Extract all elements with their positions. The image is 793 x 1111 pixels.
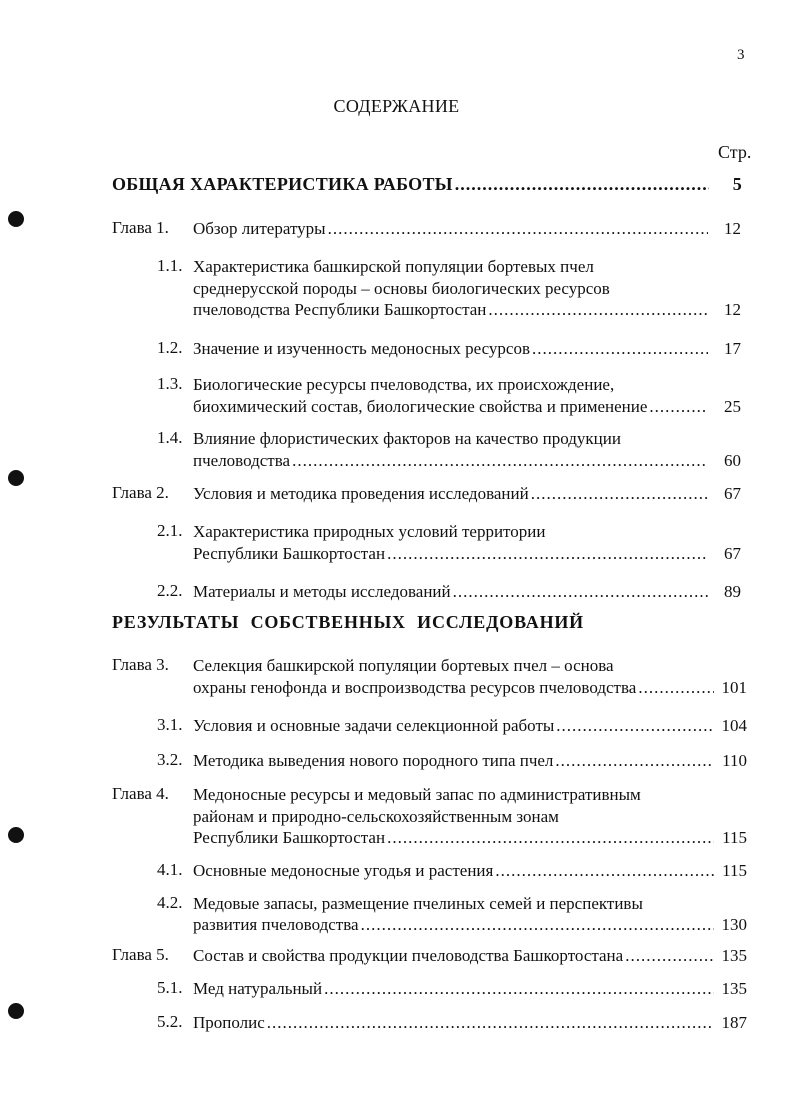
toc-page-number: 115 — [722, 861, 747, 880]
toc-entry-text: Республики Башкортостан — [193, 828, 386, 847]
toc-entry-text: ОБЩАЯ ХАРАКТЕРИСТИКА РАБОТЫ — [112, 174, 453, 194]
toc-page-number: 12 — [724, 300, 741, 319]
leader-dots — [455, 174, 709, 195]
page-column-label: Стр. — [718, 142, 752, 162]
toc-page-number: 67 — [724, 484, 741, 503]
toc-entry-text: Основные медоносные угодья и растения — [193, 861, 494, 880]
toc-page-number: 115 — [722, 828, 747, 847]
leader-dots — [324, 978, 714, 1000]
toc-entry — [193, 396, 741, 418]
toc-entry-text: Характеристика природных условий территории — [193, 522, 546, 541]
toc-section-label: 1.1. — [157, 256, 183, 275]
toc-entry — [193, 299, 741, 321]
leader-dots — [495, 860, 714, 882]
toc-page-number: 110 — [722, 751, 747, 770]
toc-entry — [193, 945, 747, 967]
toc-page-number: 60 — [724, 451, 741, 470]
toc-entry-text: Состав и свойства продукции пчеловодства Башкортостана — [193, 946, 624, 965]
leader-dots — [387, 543, 708, 565]
toc-page-number: 101 — [721, 678, 747, 697]
toc-entry-text: развития пчеловодства — [193, 915, 359, 934]
leader-dots — [532, 338, 708, 360]
toc-section-label: 4.2. — [157, 893, 183, 912]
toc-section-label: 5.1. — [157, 978, 183, 997]
toc-page-number: 5 — [732, 174, 742, 194]
toc-section-label: 2.1. — [157, 521, 183, 540]
leader-dots — [453, 581, 708, 603]
leader-dots — [361, 914, 714, 936]
page-title: СОДЕРЖАНИЕ — [333, 96, 460, 116]
toc-page-number: 67 — [724, 544, 741, 563]
toc-entry — [193, 978, 747, 1000]
toc-entry-text: Значение и изученность медоносных ресурсов — [193, 339, 530, 358]
toc-entry-text: Республики Башкортостан — [193, 544, 386, 563]
toc-entry-text: Влияние флористических факторов на качество продукции — [193, 429, 621, 448]
leader-dots — [328, 218, 708, 240]
toc-entry-text: Условия и методика проведения исследований — [193, 484, 529, 503]
toc-entry — [193, 827, 747, 849]
toc-entry — [193, 750, 747, 772]
toc-chapter-label: Глава 1. — [112, 218, 169, 237]
toc-entry-text: Медоносные ресурсы и медовый запас по административным — [193, 785, 641, 804]
toc-section-label: 3.1. — [157, 715, 183, 734]
toc-page-number: 89 — [724, 582, 741, 601]
toc-section-label: 3.2. — [157, 750, 183, 769]
toc-chapter-label: Глава 3. — [112, 655, 169, 674]
toc-entry-text: Условия и основные задачи селекционной работы — [193, 716, 555, 735]
leader-dots — [625, 945, 714, 967]
toc-entry — [193, 677, 747, 699]
toc-chapter-label: Глава 4. — [112, 784, 169, 803]
toc-entry-text: Прополис — [193, 1013, 265, 1032]
leader-dots — [555, 750, 714, 772]
toc-section-label: 2.2. — [157, 581, 183, 600]
toc-entry — [193, 860, 747, 882]
toc-page-number: 135 — [721, 979, 747, 998]
toc-entry — [193, 581, 741, 603]
toc-entry-text: среднерусской породы – основы биологических ресурсов — [193, 279, 610, 298]
leader-dots — [638, 677, 714, 699]
toc-section-label: 4.1. — [157, 860, 183, 879]
toc-entry-text: Материалы и методы исследований — [193, 582, 451, 601]
toc-entry-text: Характеристика башкирской популяции бортевых пчел — [193, 257, 594, 276]
toc-entry — [193, 450, 741, 472]
toc-entry — [193, 914, 747, 936]
toc-entry — [193, 543, 741, 565]
toc-entry-text: пчеловодства Республики Башкортостан — [193, 300, 487, 319]
toc-section-heading: РЕЗУЛЬТАТЫ СОБСТВЕННЫХ ИССЛЕДОВАНИЙ — [112, 612, 584, 632]
toc-entry-text: пчеловодства — [193, 451, 291, 470]
binder-hole — [8, 470, 24, 486]
toc-page-number: 104 — [721, 716, 747, 735]
toc-page-number: 187 — [721, 1013, 747, 1032]
leader-dots — [531, 483, 708, 505]
page-number: 3 — [737, 47, 745, 63]
leader-dots — [292, 450, 708, 472]
toc-page-number: 17 — [724, 339, 741, 358]
toc-entry-text: Биологические ресурсы пчеловодства, их происхождение, — [193, 375, 615, 394]
toc-entry-text: биохимический состав, биологические свойства и применение — [193, 397, 648, 416]
toc-entry-text: Мед натуральный — [193, 979, 323, 998]
toc-entry-text: охраны генофонда и воспроизводства ресурсов пчеловодства — [193, 678, 637, 697]
toc-section-label: 1.2. — [157, 338, 183, 357]
toc-page-number: 25 — [724, 397, 741, 416]
toc-entry-text: районам и природно-сельскохозяйственным зонам — [193, 807, 559, 826]
leader-dots — [556, 715, 714, 737]
toc-entry — [193, 218, 741, 240]
toc-entry — [193, 1012, 747, 1034]
toc-section-label: 1.4. — [157, 428, 183, 447]
toc-entry — [193, 483, 741, 505]
leader-dots — [387, 827, 714, 849]
toc-page-number: 12 — [724, 219, 741, 238]
toc-chapter-label: Глава 5. — [112, 945, 169, 964]
leader-dots — [649, 396, 708, 418]
toc-section-label: 1.3. — [157, 374, 183, 393]
toc-chapter-label: Глава 2. — [112, 483, 169, 502]
leader-dots — [267, 1012, 714, 1034]
toc-page-number: 135 — [721, 946, 747, 965]
binder-hole — [8, 1003, 24, 1019]
leader-dots — [488, 299, 708, 321]
toc-entry — [193, 338, 741, 360]
toc-entry-text: Обзор литературы — [193, 219, 326, 238]
toc-entry-text: Методика выведения нового породного типа пчел — [193, 751, 554, 770]
binder-hole — [8, 827, 24, 843]
binder-hole — [8, 211, 24, 227]
toc-entry-text: Селекция башкирской популяции бортевых пчел – основа — [193, 656, 614, 675]
toc-section-heading — [112, 174, 742, 195]
toc-page-number: 130 — [721, 915, 747, 934]
toc-entry — [193, 715, 747, 737]
toc-entry-text: Медовые запасы, размещение пчелиных семей и перспективы — [193, 894, 643, 913]
toc-section-label: 5.2. — [157, 1012, 183, 1031]
